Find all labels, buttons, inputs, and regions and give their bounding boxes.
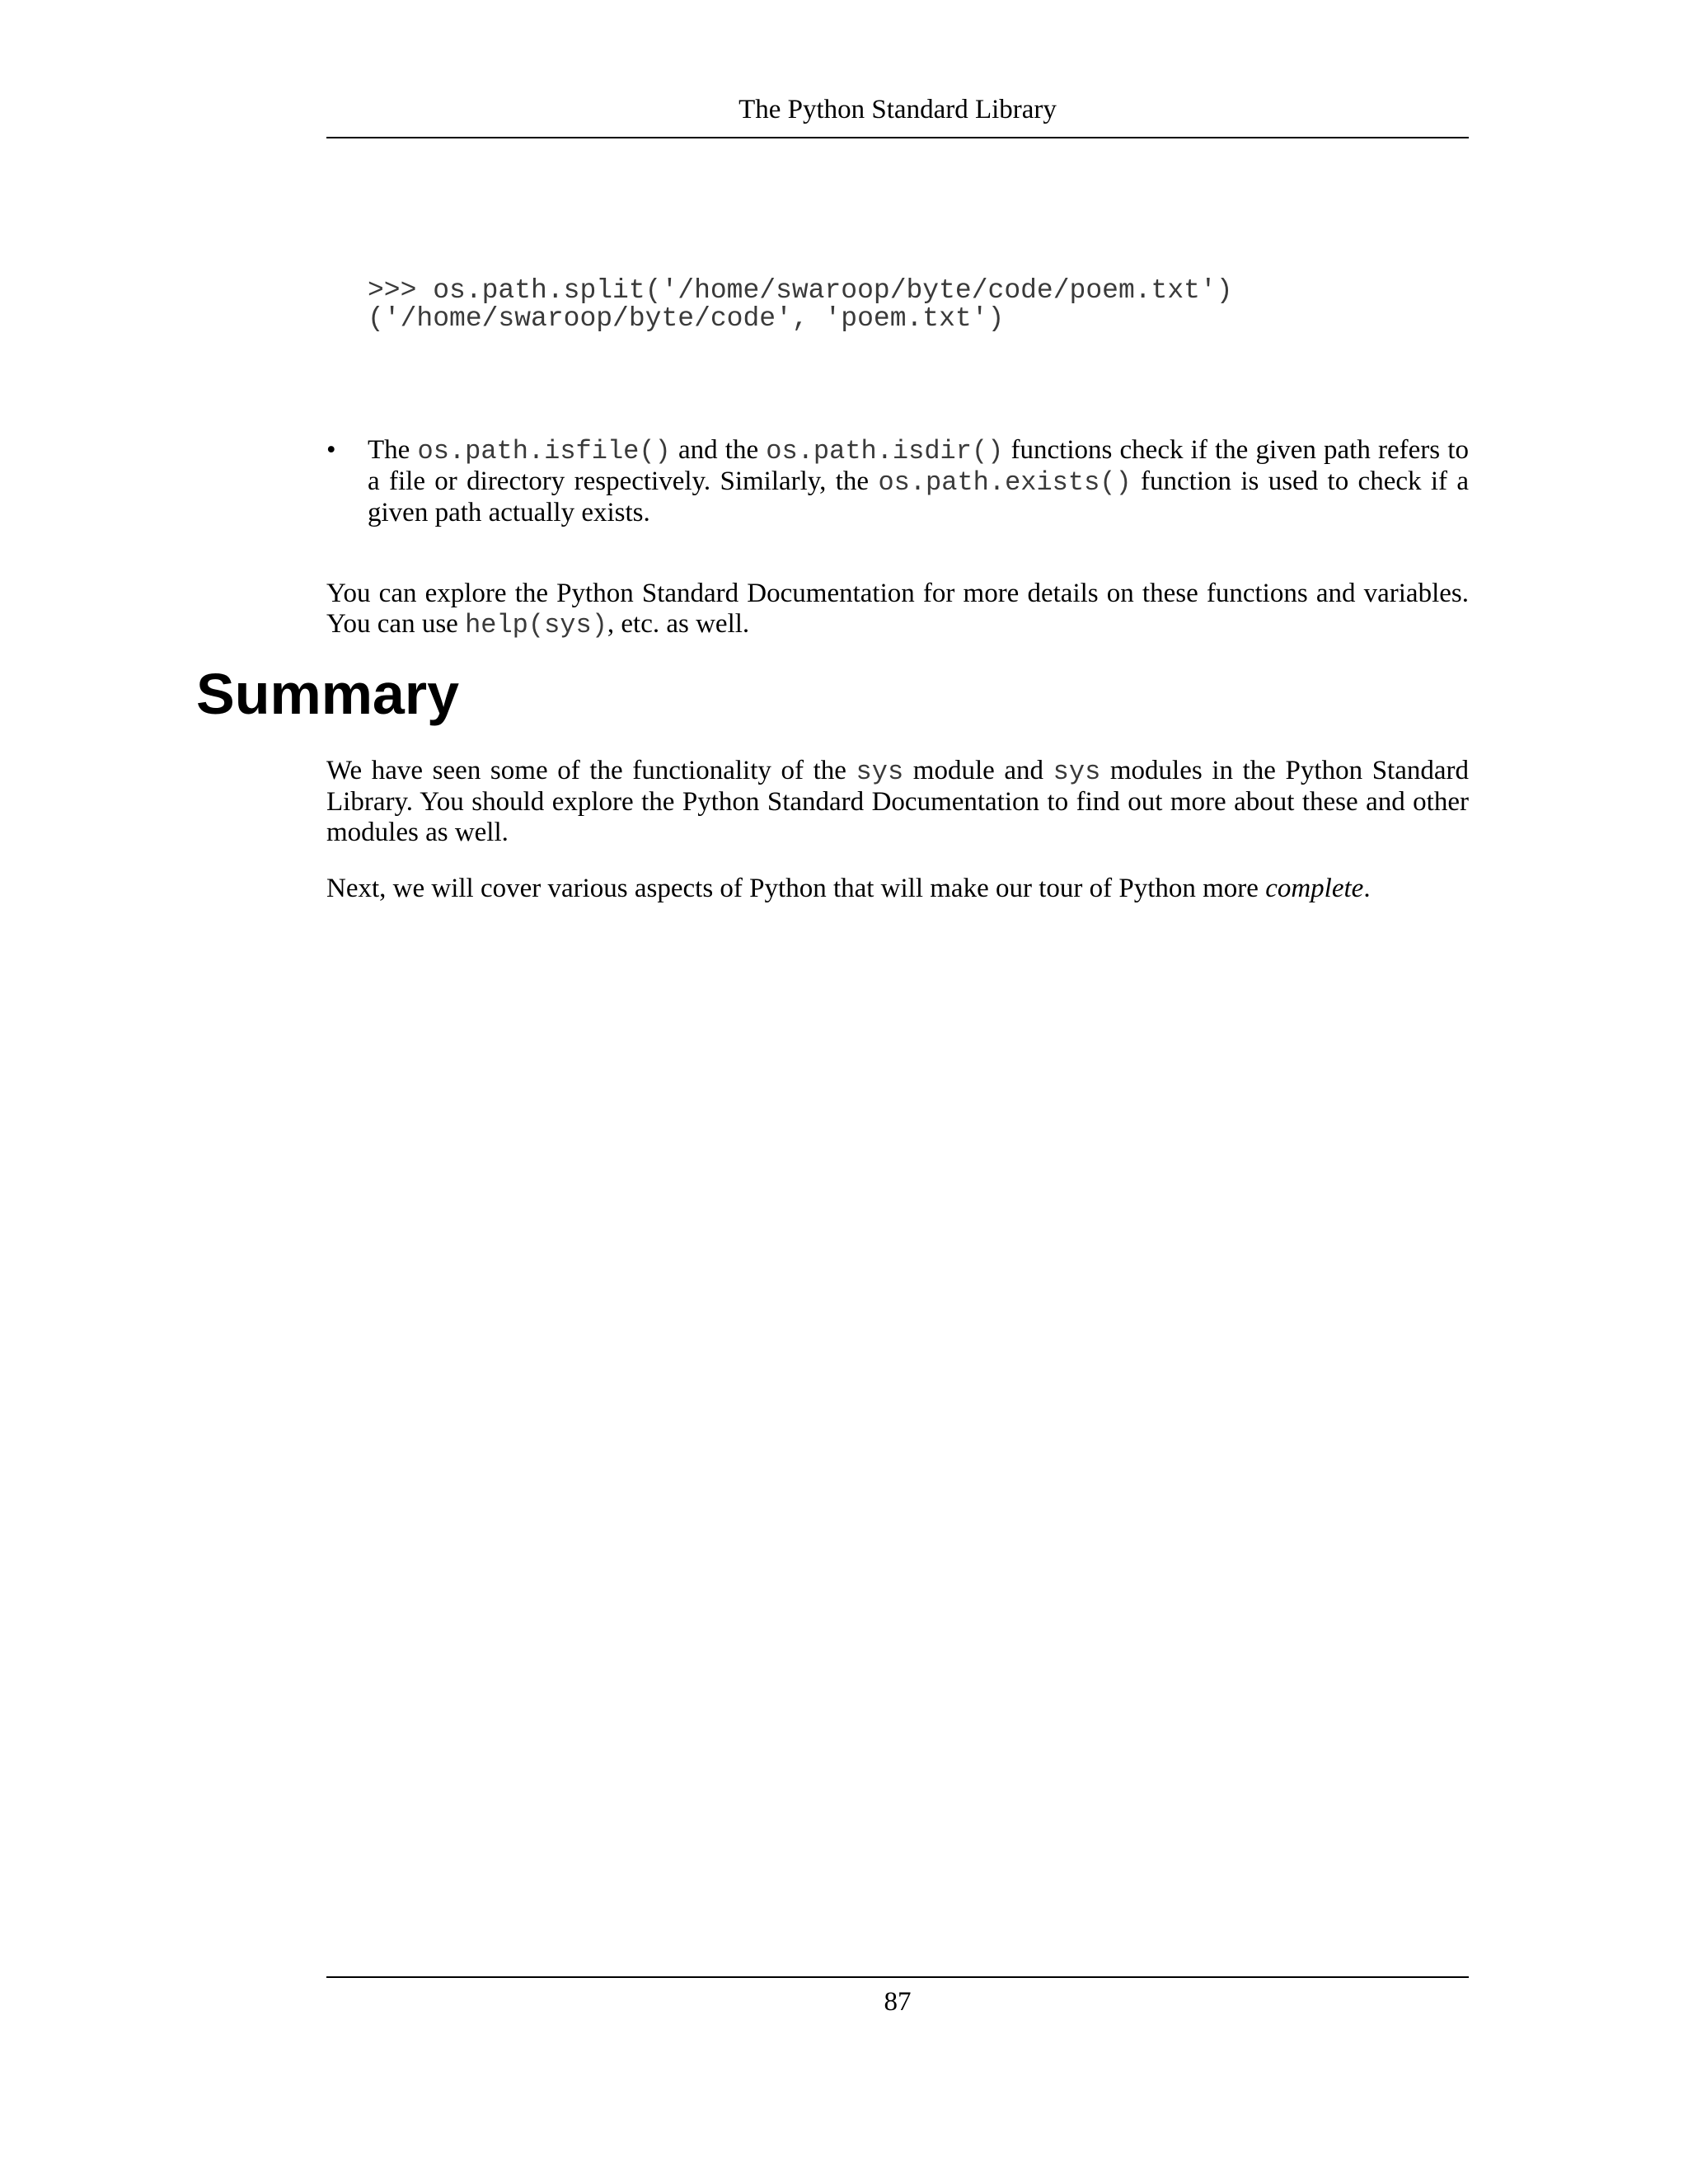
inline-code: help(sys) <box>465 610 607 640</box>
code-line-1: >>> os.path.split('/home/swaroop/byte/code/poem.txt') <box>368 275 1233 306</box>
summary-paragraph-2 <box>326 874 1469 904</box>
inline-code: os.path.isdir() <box>766 436 1004 466</box>
text-run: , etc. as well. <box>607 609 750 639</box>
page-number: 87 <box>884 1987 912 2017</box>
code-line-2: ('/home/swaroop/byte/code', 'poem.txt') <box>368 303 1005 334</box>
inline-code: os.path.exists() <box>878 467 1132 498</box>
explore-paragraph <box>326 579 1469 640</box>
bullet-list <box>326 435 1469 528</box>
text-run: modules in the Python Standard Library. You should explore the Python Standard Documentation to find out more about these and other modules as well. <box>326 756 1469 847</box>
text-run: We have seen some of the functionality of the <box>326 756 856 785</box>
inline-code: sys <box>856 757 904 787</box>
text-run: . <box>1363 874 1371 903</box>
inline-code: os.path.isfile() <box>417 436 671 466</box>
text-run: module and <box>903 756 1053 785</box>
page-footer <box>326 1976 1469 2019</box>
emphasis: complete <box>1265 874 1364 903</box>
text-run: Next, we will cover various aspects of Python that will make our tour of Python more <box>326 874 1266 903</box>
page-header <box>326 92 1469 138</box>
list-item <box>326 435 1469 528</box>
text-run: You can explore the Python Standard Documentation for more details on these functions and variables. You can use <box>326 579 1469 639</box>
text-run: and the <box>670 435 767 465</box>
summary-paragraph-1 <box>326 756 1469 848</box>
text-run: function is used to check if a given path actually exists. <box>368 466 1469 527</box>
text-run: functions check if the given path refers to a file or directory respectively. Similarly, the <box>368 435 1469 496</box>
text-run: The <box>368 435 418 465</box>
section-heading: Summary <box>196 662 460 726</box>
header-title: The Python Standard Library <box>738 95 1057 124</box>
bullet-icon: • <box>326 435 336 465</box>
inline-code: sys <box>1053 757 1101 787</box>
code-example <box>368 277 1233 333</box>
